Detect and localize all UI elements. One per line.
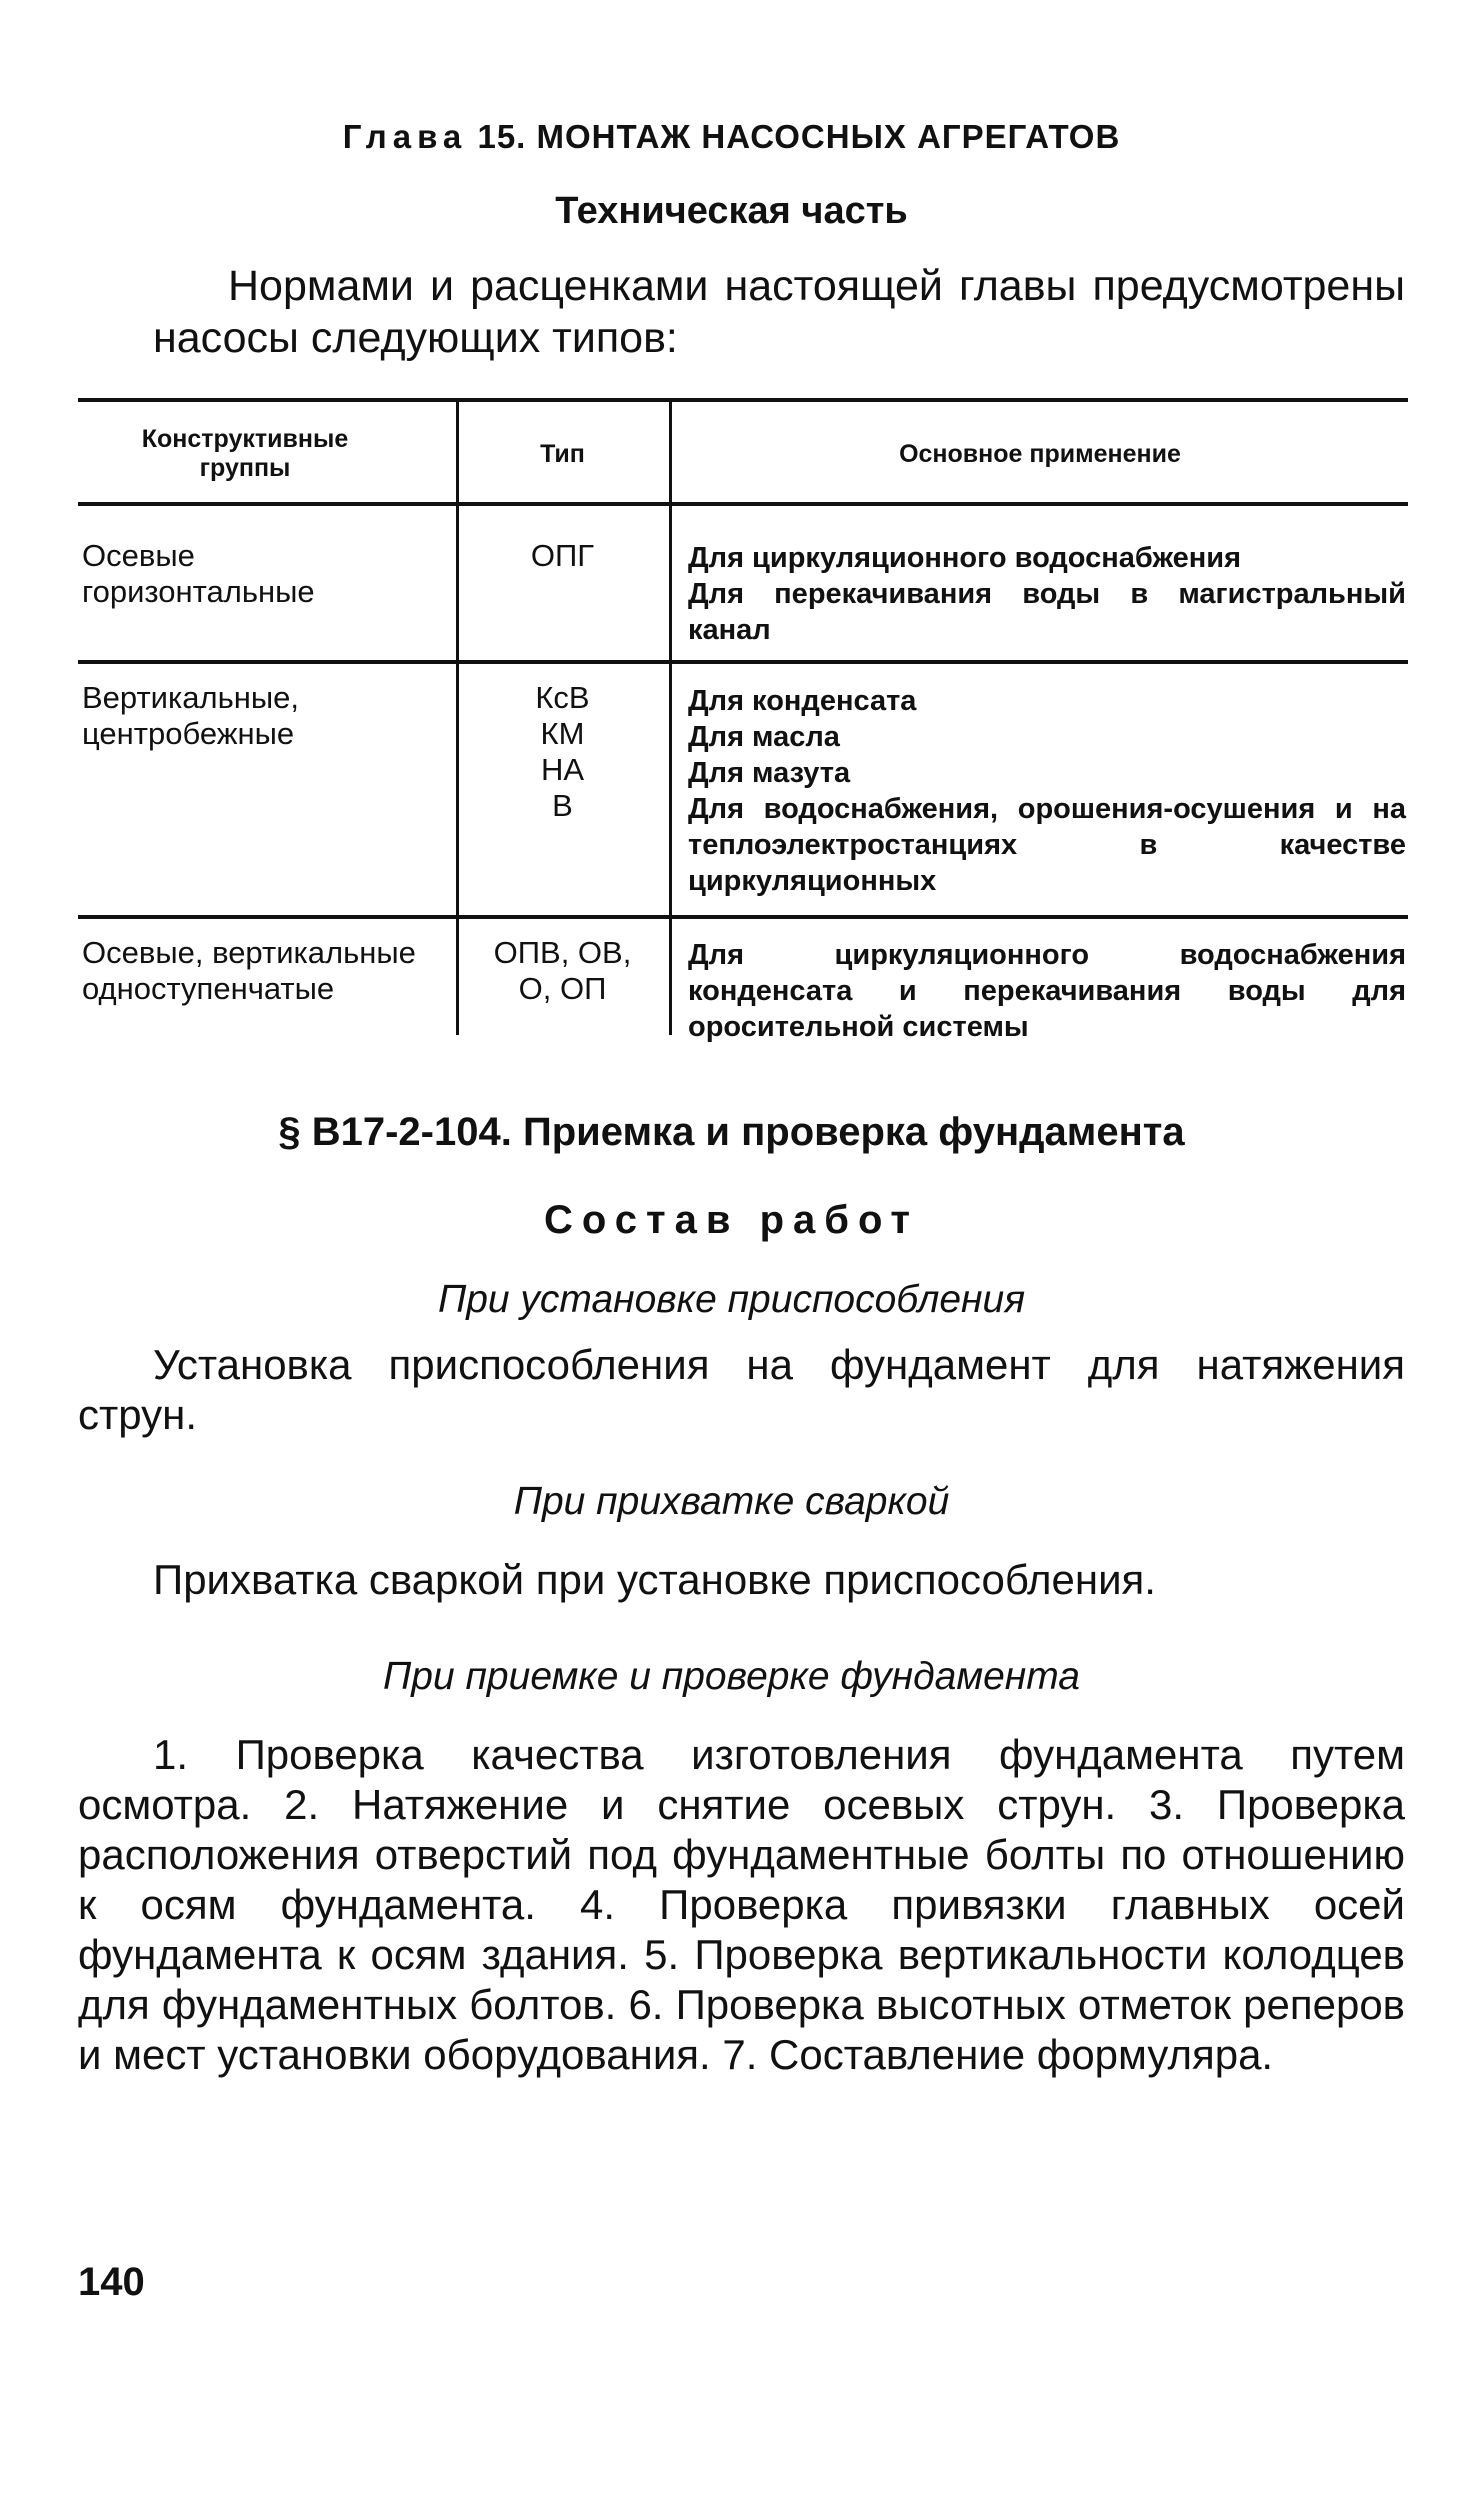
intro-paragraph: Нормами и расценками настоящей главы предусмотрены насосы следующих типов: bbox=[153, 262, 1405, 362]
table-row-rule bbox=[78, 660, 1408, 664]
table-header-rule bbox=[78, 502, 1408, 506]
chapter-title: 15. МОНТАЖ НАСОСНЫХ АГРЕГАТОВ bbox=[477, 118, 1121, 155]
block-heading: При приемке и проверке фундамента bbox=[383, 1655, 1080, 1698]
table-top-rule bbox=[78, 398, 1408, 402]
table-cell-type: ОПВ, ОВ, О, ОП bbox=[493, 935, 632, 1006]
block-text: Прихватка сваркой при установке приспособления. bbox=[153, 1556, 1156, 1603]
pump-types-table bbox=[0, 0, 1463, 1100]
table-header-type: Тип bbox=[540, 440, 585, 468]
subtitle: Техническая часть bbox=[555, 190, 908, 232]
table-cell-group: Вертикальные, центробежные bbox=[82, 680, 299, 751]
table-row-rule bbox=[78, 915, 1408, 919]
table-cell-type: КсВ КМ НА В bbox=[535, 680, 590, 823]
table-column-divider bbox=[669, 400, 672, 1035]
chapter-word: Глава bbox=[342, 118, 468, 155]
table-cell-group: Осевые горизонтальные bbox=[82, 538, 315, 609]
block-text: Установка приспособления на фундамент для натяжения струн. bbox=[78, 1341, 1405, 1438]
block-text: 1. Проверка качества изготовления фундамента путем осмотра. 2. Натяжение и снятие осевых струн. 3. Проверка расположения отверстий под фундаментные болты по отношению к осям фундамента. 4. Проверка привязки главных осей фундамента к осям здания. 5. Проверка вертикальности колодцев для фундаментных болтов. 6. Проверка высотных отметок реперов и мест установки оборудования. 7. Составление формуляра. bbox=[78, 1731, 1405, 2078]
table-header-group: Конструктивные группы bbox=[141, 425, 349, 482]
block-heading: При прихватке сваркой bbox=[513, 1480, 950, 1523]
block-heading: При установке приспособления bbox=[437, 1278, 1026, 1321]
table-header-usage: Основное применение bbox=[899, 440, 1181, 468]
page-number: 140 bbox=[78, 2260, 145, 2304]
table-cell-usage: Для конденсата Для масла Для мазута Для водоснабжения, орошения-осушения и на теплоэлектростанциях в качестве циркуляционных bbox=[688, 685, 1406, 897]
table-cell-group: Осевые, вертикальные одноступенчатые bbox=[82, 935, 416, 1006]
table-cell-usage: Для циркуляционного водоснабжения конденсата и перекачивания воды для оросительной системы bbox=[688, 939, 1406, 1043]
table-cell-type: ОПГ bbox=[530, 538, 595, 573]
composition-heading: Состав работ bbox=[544, 1198, 919, 1242]
table-cell-usage: Для циркуляционного водоснабжения Для перекачивания воды в магистральный канал bbox=[688, 542, 1406, 646]
section-title: § В17-2-104. Приемка и проверка фундамента bbox=[278, 1110, 1185, 1154]
table-column-divider bbox=[456, 400, 459, 1035]
